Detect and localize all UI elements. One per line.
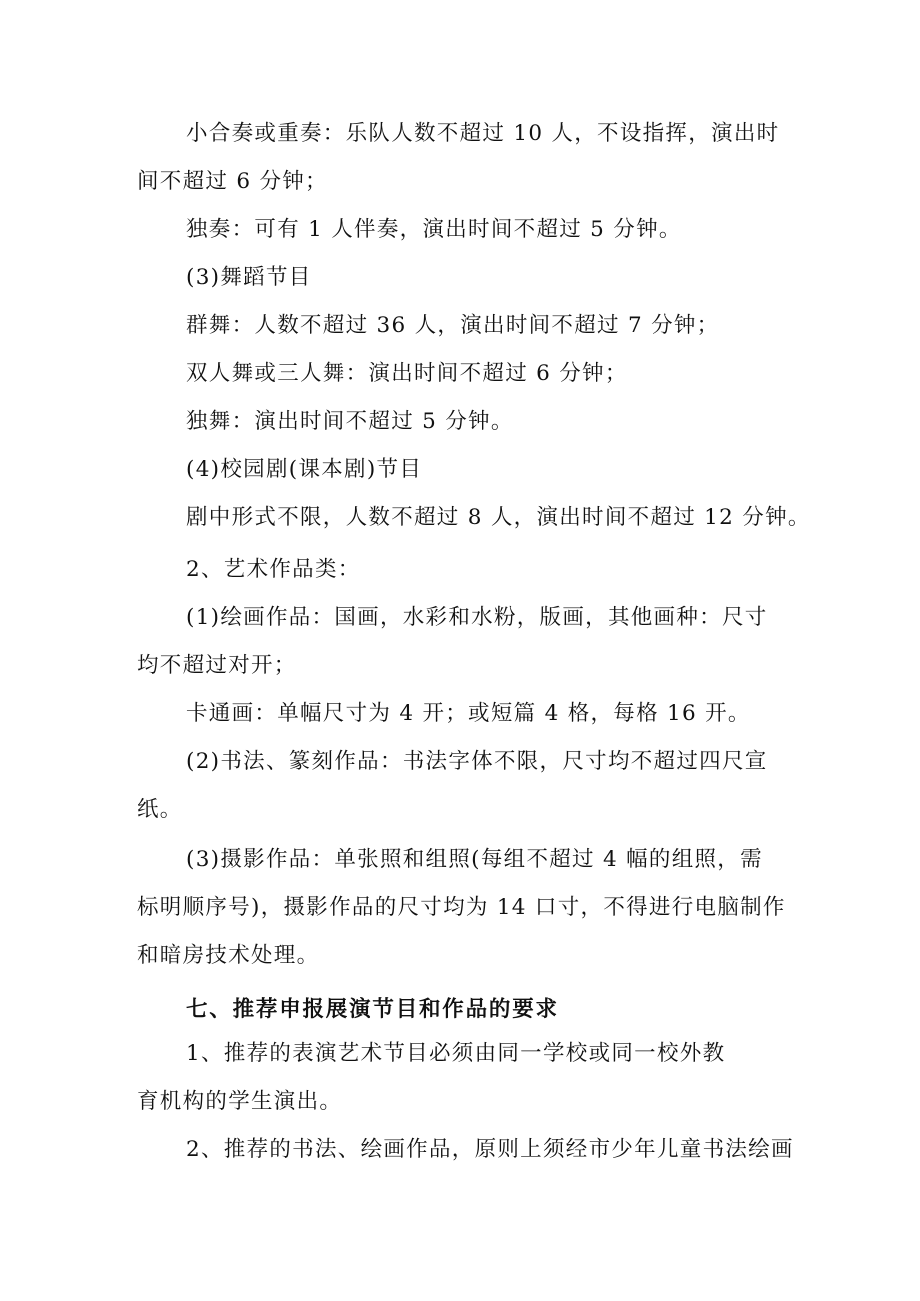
text-line: 独奏：可有 1 人伴奏，演出时间不超过 5 分钟。 bbox=[186, 217, 682, 242]
text-line: 均不超过对开； bbox=[137, 653, 297, 678]
text-line: 标明顺序号)，摄影作品的尺寸均为 14 口寸，不得进行电脑制作 bbox=[137, 895, 786, 920]
text-line: 卡通画：单幅尺寸为 4 开；或短篇 4 格，每格 16 开。 bbox=[186, 701, 751, 726]
text-line: (2)书法、篆刻作品：书法字体不限，尺寸均不超过四尺宣 bbox=[186, 749, 768, 774]
text-line: 双人舞或三人舞：演出时间不超过 6 分钟； bbox=[186, 361, 628, 386]
text-line: 小合奏或重奏：乐队人数不超过 10 人，不设指挥，演出时 bbox=[186, 121, 780, 146]
section-heading: 七、推荐申报展演节目和作品的要求 bbox=[186, 997, 559, 1022]
text-line: 和暗房技术处理。 bbox=[137, 943, 320, 968]
subsection-heading: (4)校园剧(课本剧)节目 bbox=[186, 457, 423, 482]
subsection-heading: (3)舞蹈节目 bbox=[186, 265, 312, 290]
text-line: 1、推荐的表演艺术节目必须由同一学校或同一校外教 bbox=[186, 1041, 726, 1066]
text-line: 剧中形式不限，人数不超过 8 人，演出时间不超过 12 分钟。 bbox=[186, 505, 811, 530]
text-line: (1)绘画作品：国画，水彩和水粉，版画，其他画种：尺寸 bbox=[186, 605, 768, 630]
text-line: 纸。 bbox=[137, 797, 183, 822]
text-line: 间不超过 6 分钟； bbox=[137, 169, 328, 194]
subsection-heading: 2、艺术作品类： bbox=[186, 557, 361, 582]
text-line: 群舞：人数不超过 36 人，演出时间不超过 7 分钟； bbox=[186, 313, 720, 338]
text-line: (3)摄影作品：单张照和组照(每组不超过 4 幅的组照，需 bbox=[186, 847, 763, 872]
text-line: 独舞：演出时间不超过 5 分钟。 bbox=[186, 409, 514, 434]
text-line: 2、推荐的书法、绘画作品，原则上须经市少年儿童书法绘画 bbox=[186, 1137, 794, 1162]
text-line: 育机构的学生演出。 bbox=[137, 1089, 343, 1114]
